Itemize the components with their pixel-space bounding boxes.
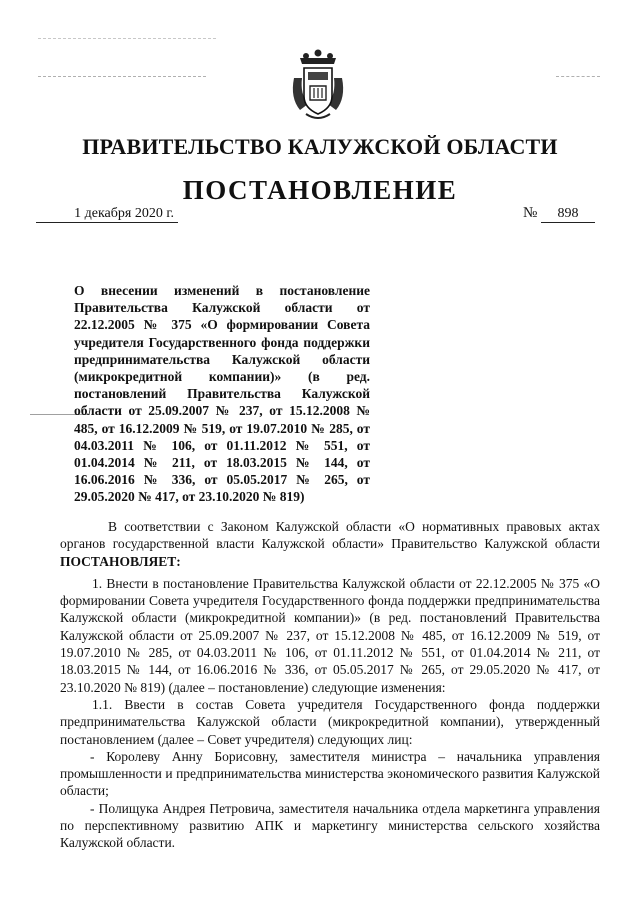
- document-type-title: ПОСТАНОВЛЕНИЕ: [182, 175, 458, 205]
- document-number: 898: [541, 205, 595, 223]
- person-2-paragraph: - Полищука Андрея Петровича, заместителя начальника отдела маркетинга управления по перспективному развитию АПК и маркетингу министерства сельского хозяйства Калужской области.: [60, 800, 600, 851]
- preamble-paragraph: [60, 518, 600, 570]
- item-1-1-paragraph: 1.1. Ввести в состав Совета учредителя Государственного фонда поддержки предпринимательства Калужской области (микрокредитной компании), утвержденный постановлением (далее – Совет учредителя) следующих лиц:: [60, 696, 600, 747]
- preamble-text: В соответствии с Законом Калужской области «О нормативных правовых актах органов государственной власти Калужской области» Правительство Калужской области: [60, 519, 600, 552]
- item-1-paragraph: 1. Внести в постановление Правительства Калужской области от 22.12.2005 № 375 «О формировании Совета учредителя Государственного фонда поддержки предпринимательства Калужской области (микрокредитной компании)» (в ред. постановлений Правительства Калужской области от 25.09.2007 № 237, от 15.12.2008 № 485, от 16.12.2009 № 519, от 19.07.2010 № 285, от 04.03.2011 № 106, от 01.11.2012 № 551, от 01.04.2014 № 211, от 18.03.2015 № 144, от 16.06.2016 № 336, от 05.05.2017 № 265, от 29.05.2020 № 417, от 23.10.2020 № 819) (далее – постановление) следующие изменения:: [60, 575, 600, 695]
- resolution-heading: О внесении изменений в постановление Правительства Калужской области от 22.12.2005 № 375 «О формировании Совета учредителя Государственного фонда поддержки предпринимательства Калужской области (микрокредитной компании)» (в ред. постановлений Правительства Калужской области от 25.09.2007 № 237, от 15.12.2008 № 485, от 16.12.2009 № 519, от 19.07.2010 № 285, от 04.03.2011 № 106, от 01.11.2012 № 551, от 01.04.2014 № 211, от 18.03.2015 № 144, от 16.06.2016 № 336, от 05.05.2017 № 265, от 29.05.2020 № 417, от 23.10.2020 № 819): [74, 283, 370, 505]
- document-number-label: №: [523, 205, 538, 221]
- resolves-keyword: ПОСТАНОВЛЯЕТ:: [60, 553, 181, 569]
- document-date: 1 декабря 2020 г.: [36, 205, 178, 223]
- person-1-paragraph: - Королеву Анну Борисовну, заместителя министра – начальника управления промышленности и предпринимательства министерства экономического развития Калужской области;: [60, 748, 600, 799]
- scan-artifact-line: [38, 38, 216, 39]
- kaluga-coat-of-arms-icon: [290, 48, 346, 122]
- scan-artifact-line: [38, 76, 206, 77]
- organization-title: ПРАВИТЕЛЬСТВО КАЛУЖСКОЙ ОБЛАСТИ: [82, 134, 558, 159]
- resolution-body: [60, 518, 600, 852]
- scan-artifact-line: [556, 76, 600, 77]
